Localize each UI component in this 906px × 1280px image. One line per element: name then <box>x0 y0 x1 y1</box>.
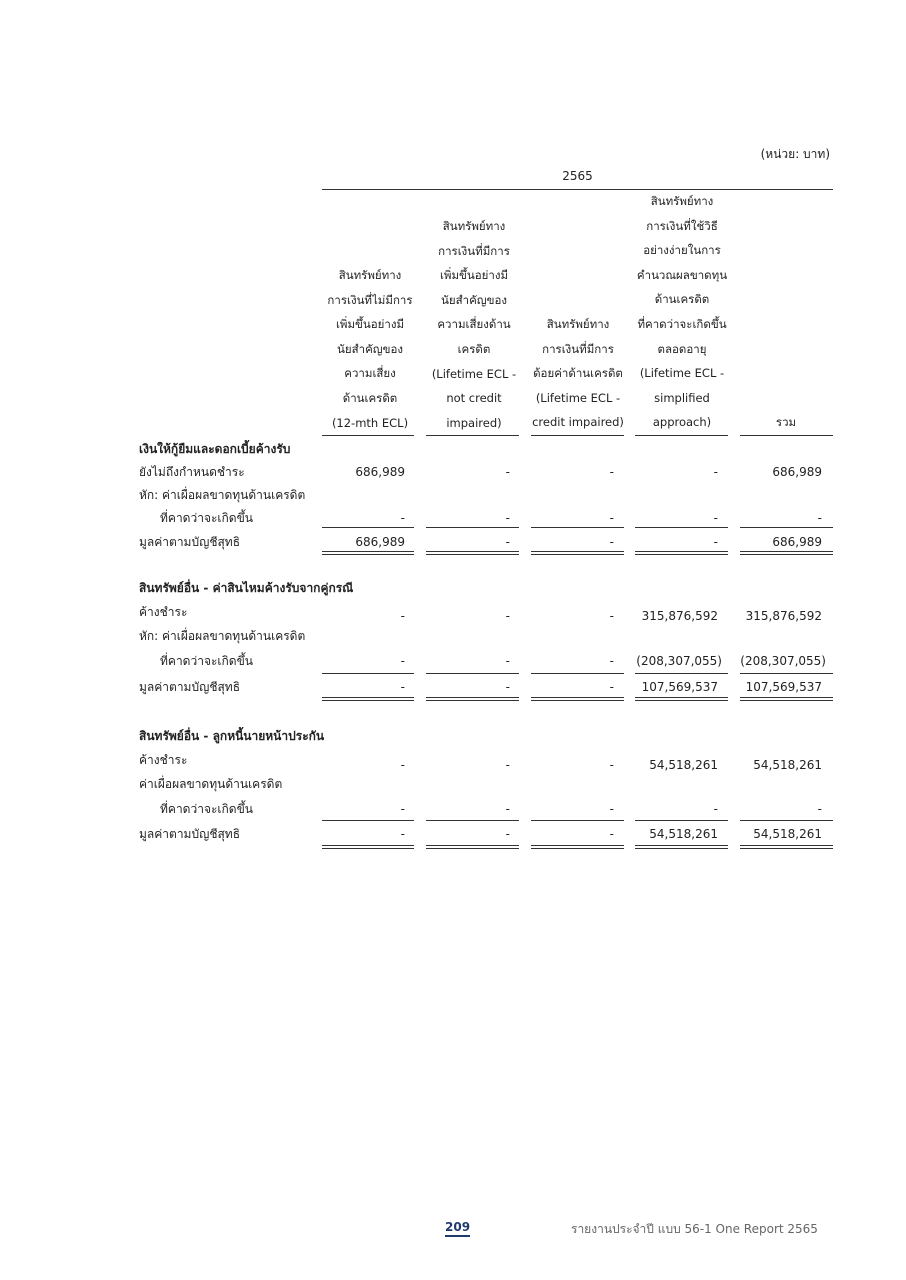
value-cell: - <box>505 654 510 668</box>
row-label: ที่คาดว่าจะเกิดขึ้น <box>160 654 253 668</box>
header-rule-3 <box>531 435 624 436</box>
row-label: หัก: ค่าเผื่อผลขาดทุนด้านเครดิต <box>139 629 306 643</box>
value-cell: 54,518,261 <box>649 758 718 772</box>
value-cell: 315,876,592 <box>745 609 822 623</box>
total-double-rule <box>635 845 728 849</box>
row-label: ค้างชำระ <box>139 605 188 619</box>
value-cell: 107,569,537 <box>641 680 718 694</box>
total-double-rule <box>740 697 833 701</box>
table-row <box>0 822 906 846</box>
table-row <box>0 624 906 648</box>
subtotal-rule <box>322 820 414 821</box>
value-cell: - <box>609 802 614 816</box>
subtotal-rule <box>426 527 519 528</box>
value-cell: - <box>400 511 405 525</box>
section-title-row <box>0 437 906 461</box>
row-label: ค้างชำระ <box>139 753 188 767</box>
subtotal-rule <box>322 527 414 528</box>
header-rule-1 <box>322 435 414 436</box>
section-title: สินทรัพย์อื่น - ลูกหนี้นายหน้าประกัน <box>139 729 325 743</box>
value-cell: - <box>400 758 405 772</box>
value-cell: - <box>609 535 614 549</box>
row-label: มูลค่าตามบัญชีสุทธิ <box>139 827 241 841</box>
value-cell: 107,569,537 <box>745 680 822 694</box>
column-header-3: สินทรัพย์ทาง การเงินที่มีการ ด้อยค่าด้านเครดิต (Lifetime ECL - credit impaired) <box>532 317 624 430</box>
value-cell: - <box>505 465 510 479</box>
row-label: หัก: ค่าเผื่อผลขาดทุนด้านเครดิต <box>139 488 306 502</box>
total-double-rule <box>426 551 519 555</box>
value-cell: - <box>609 511 614 525</box>
value-cell: 686,989 <box>355 465 405 479</box>
subtotal-rule <box>740 527 833 528</box>
value-cell: - <box>505 535 510 549</box>
column-header-4: สินทรัพย์ทาง การเงินที่ใช้วิธี อย่างง่ายในการ คำนวณผลขาดทุน ด้านเครดิต ที่คาดว่าจะเกิดขึ้น ตลอดอายุ (Lifetime ECL - simplified approach) <box>636 194 728 430</box>
table-row <box>0 460 906 484</box>
row-label: มูลค่าตามบัญชีสุทธิ <box>139 680 241 694</box>
header-rule-4 <box>635 435 728 436</box>
report-title: รายงานประจำปี แบบ 56-1 One Report 2565 <box>571 1222 818 1236</box>
row-label: ยังไม่ถึงกำหนดชำระ <box>139 465 245 479</box>
row-label: ที่คาดว่าจะเกิดขึ้น <box>160 511 253 525</box>
value-cell: - <box>400 802 405 816</box>
total-double-rule <box>322 845 414 849</box>
subtotal-rule <box>740 673 833 674</box>
total-double-rule <box>635 551 728 555</box>
column-header-total: รวม <box>775 415 797 429</box>
value-cell: - <box>400 827 405 841</box>
value-cell: - <box>609 609 614 623</box>
total-double-rule <box>322 551 414 555</box>
header-rule-2 <box>426 435 519 436</box>
subtotal-rule <box>531 820 624 821</box>
value-cell: - <box>609 654 614 668</box>
year-header: 2565 <box>562 169 593 183</box>
row-label: มูลค่าตามบัญชีสุทธิ <box>139 535 241 549</box>
value-cell: - <box>400 680 405 694</box>
value-cell: - <box>609 758 614 772</box>
value-cell: - <box>609 680 614 694</box>
total-double-rule <box>322 697 414 701</box>
total-double-rule <box>531 551 624 555</box>
unit-note: (หน่วย: บาท) <box>760 147 830 161</box>
subtotal-rule <box>426 820 519 821</box>
table-row <box>0 483 906 507</box>
table-row <box>0 649 906 673</box>
value-cell: 54,518,261 <box>649 827 718 841</box>
subtotal-rule <box>531 527 624 528</box>
total-double-rule <box>426 697 519 701</box>
value-cell: - <box>400 609 405 623</box>
subtotal-rule <box>740 820 833 821</box>
total-double-rule <box>426 845 519 849</box>
value-cell: 686,989 <box>772 535 822 549</box>
table-row <box>0 797 906 821</box>
value-cell: - <box>505 758 510 772</box>
column-header-1: สินทรัพย์ทาง การเงินที่ไม่มีการ เพิ่มขึ้นอย่างมี นัยสำคัญของ ความเสี่ยง ด้านเครดิต (12-mth ECL) <box>327 268 413 430</box>
value-cell: - <box>817 802 822 816</box>
section-title: เงินให้กู้ยืมและดอกเบี้ยค้างรับ <box>139 442 291 456</box>
value-cell: - <box>817 511 822 525</box>
total-double-rule <box>740 551 833 555</box>
value-cell: - <box>505 511 510 525</box>
value-cell: - <box>609 827 614 841</box>
value-cell: - <box>713 511 718 525</box>
value-cell: 54,518,261 <box>753 827 822 841</box>
value-cell: 315,876,592 <box>641 609 718 623</box>
total-double-rule <box>531 845 624 849</box>
subtotal-rule <box>635 820 728 821</box>
table-row <box>0 675 906 699</box>
value-cell: - <box>400 654 405 668</box>
subtotal-rule <box>426 673 519 674</box>
column-header-2: สินทรัพย์ทาง การเงินที่มีการ เพิ่มขึ้นอย่างมี นัยสำคัญของ ความเสี่ยงด้าน เครดิต (Lifetime ECL - not credit impaired) <box>431 219 517 430</box>
row-label: ค่าเผื่อผลขาดทุนด้านเครดิต <box>139 777 283 791</box>
subtotal-rule <box>635 673 728 674</box>
value-cell: - <box>505 827 510 841</box>
value-cell: - <box>505 609 510 623</box>
section-title: สินทรัพย์อื่น - ค่าสินไหมค้างรับจากคู่กรณี <box>139 581 354 595</box>
subtotal-rule <box>531 673 624 674</box>
section-title-row <box>0 576 906 600</box>
total-double-rule <box>531 697 624 701</box>
section-title-row <box>0 724 906 748</box>
value-cell: - <box>713 465 718 479</box>
subtotal-rule <box>322 673 414 674</box>
value-cell: 686,989 <box>355 535 405 549</box>
page-number: 209 <box>445 1220 470 1237</box>
subtotal-rule <box>635 527 728 528</box>
value-cell: - <box>713 535 718 549</box>
total-double-rule <box>635 697 728 701</box>
value-cell: - <box>505 802 510 816</box>
total-double-rule <box>740 845 833 849</box>
row-label: ที่คาดว่าจะเกิดขึ้น <box>160 802 253 816</box>
value-cell: (208,307,055) <box>740 654 826 668</box>
table-row <box>0 772 906 796</box>
value-cell: (208,307,055) <box>636 654 722 668</box>
value-cell: - <box>609 465 614 479</box>
value-cell: 54,518,261 <box>753 758 822 772</box>
value-cell: 686,989 <box>772 465 822 479</box>
value-cell: - <box>713 802 718 816</box>
header-rule-5 <box>740 435 833 436</box>
value-cell: - <box>505 680 510 694</box>
year-rule <box>322 189 833 190</box>
